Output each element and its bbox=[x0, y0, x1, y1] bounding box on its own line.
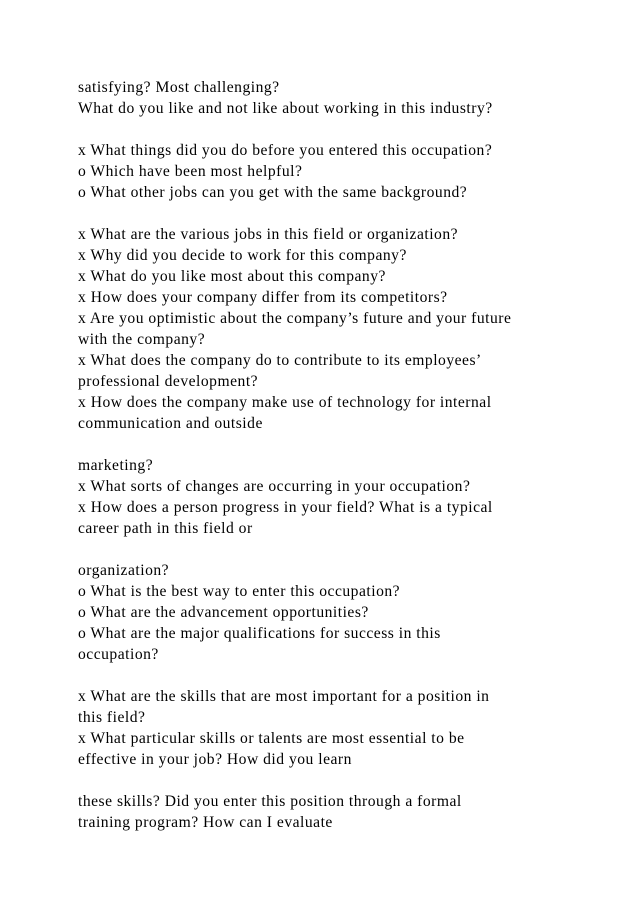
text-line: training program? How can I evaluate bbox=[78, 814, 333, 831]
text-line: o What other jobs can you get with the same background? bbox=[78, 184, 468, 201]
text-line: satisfying? Most challenging? bbox=[78, 79, 280, 96]
text-line: x What does the company do to contribute to its employees’ bbox=[78, 352, 482, 369]
text-line: career path in this field or bbox=[78, 520, 253, 537]
blank-line bbox=[78, 665, 618, 686]
document-text bbox=[78, 77, 618, 833]
text-line: communication and outside bbox=[78, 415, 263, 432]
text-line: x What things did you do before you entered this occupation? bbox=[78, 142, 493, 159]
text-line: o What are the major qualifications for success in this bbox=[78, 625, 441, 642]
text-line: marketing? bbox=[78, 457, 154, 474]
text-line: x What do you like most about this company? bbox=[78, 268, 386, 285]
text-line: with the company? bbox=[78, 331, 206, 348]
text-line: organization? bbox=[78, 562, 170, 579]
text-line: x What sorts of changes are occurring in your occupation? bbox=[78, 478, 471, 495]
text-line: x What are the skills that are most important for a position in bbox=[78, 688, 490, 705]
blank-line bbox=[78, 539, 618, 560]
blank-line bbox=[78, 203, 618, 224]
text-line: x How does the company make use of technology for internal bbox=[78, 394, 492, 411]
text-line: x Why did you decide to work for this company? bbox=[78, 247, 407, 264]
text-line: effective in your job? How did you learn bbox=[78, 751, 352, 768]
text-line: x How does a person progress in your field? What is a typical bbox=[78, 499, 493, 516]
text-line: x What particular skills or talents are most essential to be bbox=[78, 730, 465, 747]
text-line: professional development? bbox=[78, 373, 259, 390]
text-line: occupation? bbox=[78, 646, 159, 663]
text-line: o Which have been most helpful? bbox=[78, 163, 303, 180]
text-line: o What is the best way to enter this occupation? bbox=[78, 583, 401, 600]
text-line: x What are the various jobs in this field or organization? bbox=[78, 226, 459, 243]
text-line: x Are you optimistic about the company’s future and your future bbox=[78, 310, 512, 327]
text-line: these skills? Did you enter this position through a formal bbox=[78, 793, 462, 810]
text-line: What do you like and not like about working in this industry? bbox=[78, 100, 493, 117]
blank-line bbox=[78, 119, 618, 140]
text-line: o What are the advancement opportunities? bbox=[78, 604, 369, 621]
text-line: x How does your company differ from its competitors? bbox=[78, 289, 448, 306]
text-line: this field? bbox=[78, 709, 146, 726]
blank-line bbox=[78, 434, 618, 455]
blank-line bbox=[78, 770, 618, 791]
